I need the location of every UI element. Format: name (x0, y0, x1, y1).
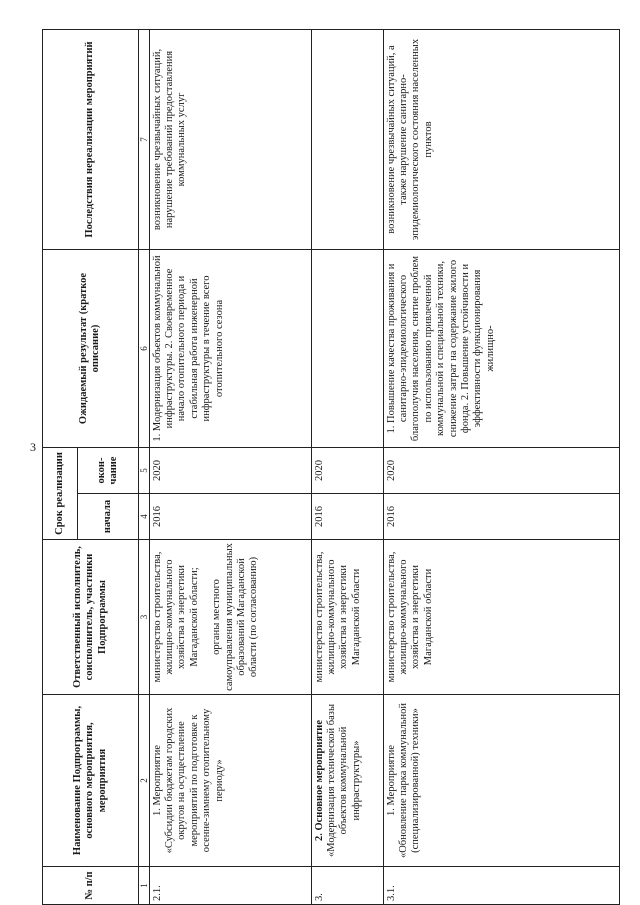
row-num: 3. (311, 867, 383, 905)
row-executor: министерство строительства, жилищно-коммунального хозяйства и энергетики Магаданской области (383, 540, 619, 695)
col-number: 1 (138, 867, 149, 905)
row-num: 2.1. (149, 867, 311, 905)
header-executor: Ответственный исполнитель, соисполнитель, участники Подпрограммы (43, 540, 139, 695)
row-result: 1. Модернизация объектов коммунальной инфраструктуры. 2. Своевременное начало отопительного периода и стабильная работа инженерной инфраструктуры в течение всего отопительного сезона (149, 250, 311, 448)
page-number: 3 (30, 440, 36, 454)
column-numbers-row (138, 30, 149, 905)
col-number: 7 (138, 30, 149, 250)
header-row (43, 30, 78, 905)
row-start: 2016 (383, 494, 619, 540)
row-name (149, 695, 311, 867)
header-num: № п/п (43, 867, 139, 905)
header-consequences: Последствия нереализации мероприятий (43, 30, 139, 250)
row-start: 2016 (149, 494, 311, 540)
header-term-end: окон-чание (78, 448, 138, 494)
row-executor-extra: органы местного самоуправления муниципальных образований Магаданской области (по согласованию) (211, 543, 260, 691)
row-name-prefix: 2. Основное мероприятие (313, 720, 325, 842)
table-row (383, 30, 619, 905)
row-name (383, 695, 619, 867)
table-row (149, 30, 311, 905)
row-end: 2020 (149, 448, 311, 494)
row-executor (149, 540, 311, 695)
header-result: Ожидаемый результат (краткое описание) (43, 250, 139, 448)
col-number: 6 (138, 250, 149, 448)
row-consequences: возникновение чрезвычайных ситуаций, нарушение требований предоставления коммунальных услуг (149, 30, 311, 250)
row-name-text: «Модернизация технической базы объектов коммунальной инфраструктуры» (326, 704, 362, 857)
row-name (311, 695, 383, 867)
header-term-start: начала (78, 494, 138, 540)
row-executor: министерство строительства, жилищно-коммунального хозяйства и энергетики Магаданской области (311, 540, 383, 695)
col-number: 4 (138, 494, 149, 540)
row-name-text: «Субсидии бюджетам городских округов на осуществление мероприятий по подготовке к осенне-зимнему отопительному периоду» (164, 707, 225, 854)
rotated-table-container (42, 30, 620, 905)
row-name-prefix: 1. Мероприятие (151, 744, 163, 817)
col-number: 5 (138, 448, 149, 494)
row-result: 1. Повышение качества проживания и санитарно-эпидемиологического благополучия населения, снятие проблем по использованию привлеченной коммунальной и специальной техники, снижение затрат на содержание жилого фонда. 2. Повышение устойчивости и эффективности функционирования жилищно- (383, 250, 619, 448)
row-num: 3.1. (383, 867, 619, 905)
header-term: Срок реализации (43, 448, 78, 540)
row-end: 2020 (383, 448, 619, 494)
col-number: 2 (138, 695, 149, 867)
table-row (311, 30, 383, 905)
row-executor-text: министерство строительства, жилищно-коммунального хозяйства и энергетики Магаданской области; (151, 551, 200, 683)
row-consequences (311, 30, 383, 250)
row-name-text: «Обновление парка коммунальной (специализированной) техники» (398, 702, 422, 859)
row-result (311, 250, 383, 448)
header-name: Наименование Подпрограммы, основного мероприятия, мероприятия (43, 695, 139, 867)
program-activities-table (42, 29, 620, 905)
row-consequences: возникновение чрезвычайных ситуаций, а также нарушение санитарно-эпидемиологического состояния населенных пунктов (383, 30, 619, 250)
row-start: 2016 (311, 494, 383, 540)
col-number: 3 (138, 540, 149, 695)
row-end: 2020 (311, 448, 383, 494)
row-name-prefix: 1. Мероприятие (385, 744, 397, 817)
